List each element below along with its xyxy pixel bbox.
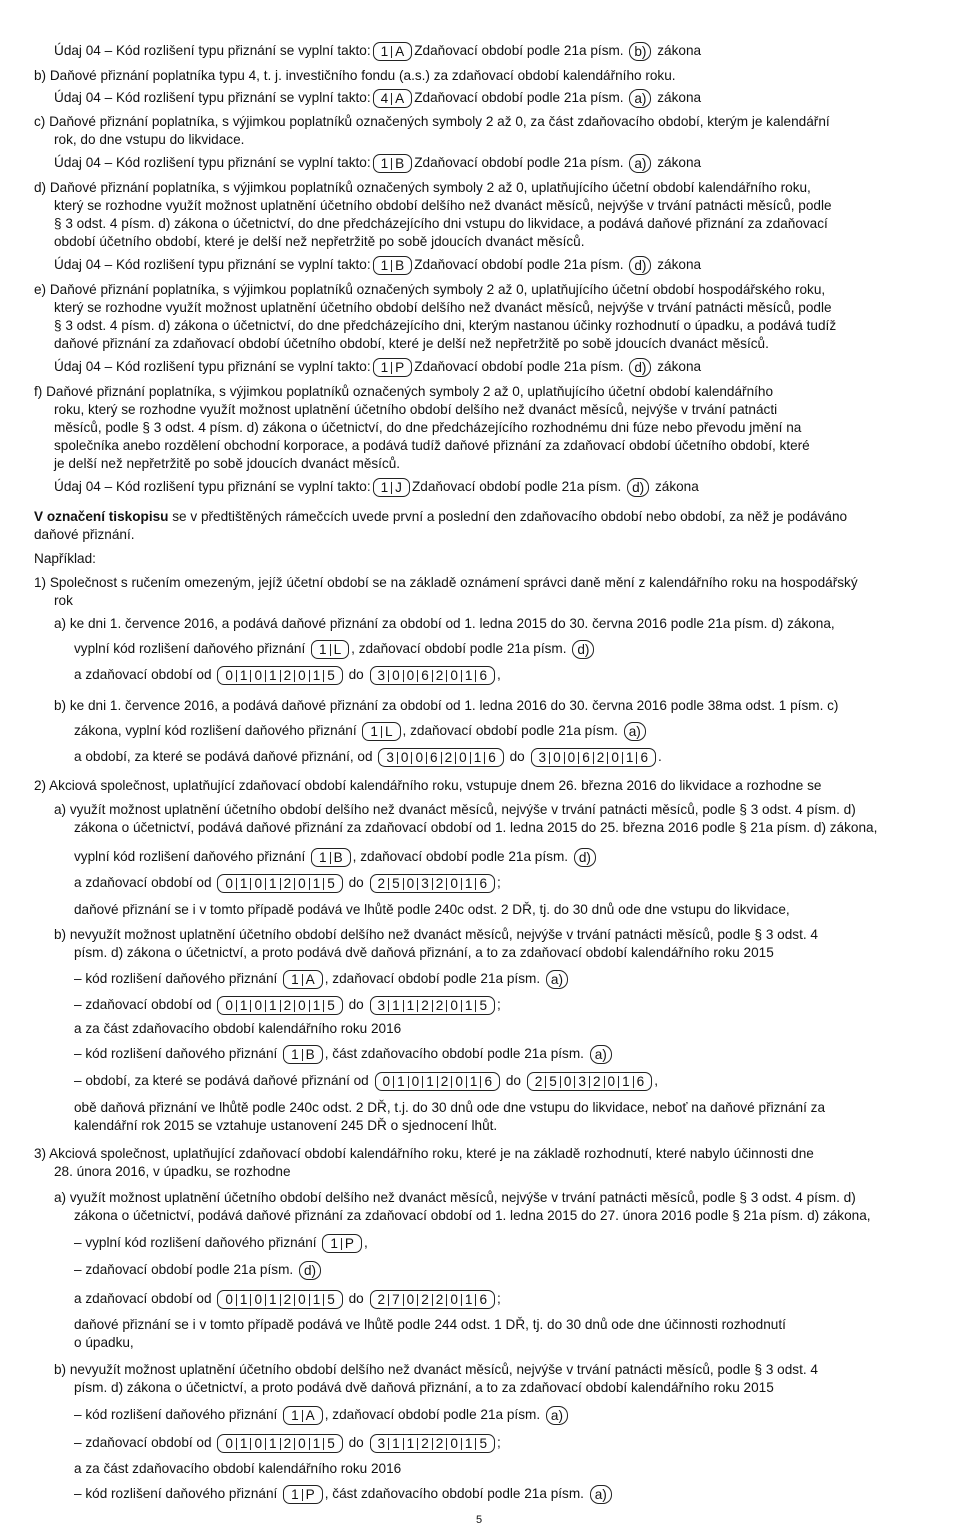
- date-line: a zdaňovací období od 0 1 0 1 2 0 1 5 do 3 0 0 6 2 0 1 6 ,: [74, 667, 501, 683]
- oznaceni-para: V označení tiskopisu se v předtištěných rámečcích uvede první a poslední den zdaňovacího období nebo období, za něž je podáváno: [34, 509, 848, 524]
- box-cell: P: [305, 1487, 315, 1502]
- item-e-cont: § 3 odst. 4 písm. d) zákona o účetnictví, do dne předcházejícího dni, kterým nastanou účinky rozhodnutí o úpadku, a podává tudíž: [54, 318, 837, 333]
- box-cell: 1: [462, 1000, 477, 1012]
- box-cell: 2: [433, 670, 448, 682]
- box-cell: 3: [536, 752, 551, 764]
- date-line: a zdaňovací období od 0 1 0 1 2 0 1 5 do 2 7 0 2 2 0 1 6 ;: [74, 1291, 501, 1307]
- code-line: – kód rozlišení daňového přiznání 1 A , zdaňovací období podle 21a písm. a): [74, 970, 570, 989]
- item-f: f) Daňové přiznání poplatníka, s výjimkou poplatníků označených symboly 2 až 0, uplatňujícího účetní období kalendářního: [34, 384, 774, 399]
- example-1: 1) Společnost s ručením omezeným, jejíž účetní období se na základě oznámení správci daně mění z kalendářního roku na hospodářský: [34, 575, 858, 590]
- code-box: [373, 478, 410, 497]
- box-cell: 1: [423, 1076, 438, 1088]
- paragraph-letter: a): [590, 1485, 612, 1504]
- item-f-cont: je delší než nepřetržitě po sobě jdoucích dvanáct měsíců.: [54, 456, 401, 471]
- example-1a: a) ke dni 1. července 2016, a podává daňové přiznání za období od 1. ledna 2015 do 30. června 2016 podle 21a písm. d) zákona,: [54, 616, 835, 631]
- item-d-cont: § 3 odst. 4 písm. d) zákona o účetnictví, do dne předcházejícího dni vstupu do likvidace, a podává daňové přiznání za zdaňovací: [54, 216, 828, 231]
- box-cell: 5: [327, 668, 335, 683]
- box-cell: 0: [452, 1076, 467, 1088]
- paragraph-letter: d): [299, 1261, 321, 1280]
- code-line: zákona, vyplní kód rozlišení daňového přiznání 1 L , zdaňovací období podle 21a písm. a): [74, 722, 648, 741]
- box-cell: 5: [479, 1436, 488, 1451]
- box-cell: 1: [367, 726, 382, 738]
- paragraph-letter: d): [627, 478, 649, 497]
- box-cell: 6: [418, 670, 433, 682]
- box-cell: 5: [327, 1292, 335, 1307]
- box-cell: 0: [222, 1000, 237, 1012]
- box-cell: 6: [636, 1074, 645, 1089]
- box-cell: 5: [479, 998, 488, 1013]
- code-line: – kód rozlišení daňového přiznání 1 P , část zdaňovacího období podle 21a písm. a): [74, 1485, 614, 1504]
- item-f-cont: měsíců, podle § 3 odst. 4 písm. d) zákona o účetnictví, do dne předcházejícího rozhodnému dni fúze nebo převodu jmění na: [54, 420, 802, 435]
- box-cell: 1: [266, 1438, 281, 1450]
- box-cell: 0: [295, 1294, 310, 1306]
- udaj-line: Údaj 04 – Kód rozlišení typu přiznání se vyplní takto: 1 J Zdaňovací období podle 21a písm. d) zákona: [54, 479, 699, 495]
- box-cell: 1: [237, 1438, 252, 1450]
- paragraph-letter: d): [574, 848, 596, 867]
- box-cell: 0: [222, 1438, 237, 1450]
- example-2b: b) nevyužít možnost uplatnění účetního období delšího než dvanáct měsíců, nejvýše v trvání patnácti měsíců, podle § 3 odst. 4: [54, 927, 818, 942]
- box-cell: 1: [237, 670, 252, 682]
- box-cell: 3: [375, 1000, 390, 1012]
- box-cell: 1: [266, 1294, 281, 1306]
- box-cell: 0: [295, 878, 310, 890]
- box-cell: P: [395, 360, 405, 375]
- example-3b-part: a za část zdaňovacího období kalendářního roku 2016: [74, 1461, 402, 1476]
- box-cell: 2: [433, 1438, 448, 1450]
- code-line: – kód rozlišení daňového přiznání 1 B , část zdaňovacího období podle 21a písm. a): [74, 1045, 614, 1064]
- box-cell: 0: [380, 1076, 395, 1088]
- example-2b-cont: písm. d) zákona o účetnictví, a proto podává dvě daňová přiznání, a to za zdaňovací období kalendářního roku 2015: [74, 945, 774, 960]
- box-cell: 1: [288, 1489, 303, 1501]
- box-cell: 5: [327, 1436, 335, 1451]
- box-cell: 0: [409, 1076, 424, 1088]
- box-cell: 6: [479, 876, 488, 891]
- date-box: [370, 874, 496, 893]
- example-3: 3) Akciová společnost, uplatňující zdaňovací období kalendářního roku, které je na základě rozhodnutí, které nabylo účinnosti dne: [34, 1146, 814, 1161]
- box-cell: 6: [427, 752, 442, 764]
- box-cell: A: [305, 972, 315, 987]
- box-cell: 1: [389, 1438, 404, 1450]
- paragraph-letter: a): [629, 154, 651, 173]
- udaj-line: Údaj 04 – Kód rozlišení typu přiznání se vyplní takto: 1 A Zdaňovací období podle 21a písm. b) zákona: [54, 43, 702, 59]
- box-cell: 1: [404, 1000, 419, 1012]
- code-box: [373, 89, 413, 108]
- box-cell: 2: [281, 670, 296, 682]
- example-3a-note: o úpadku,: [74, 1335, 134, 1350]
- code-box: [283, 1485, 323, 1504]
- code-box: [311, 640, 349, 659]
- box-cell: 0: [295, 670, 310, 682]
- paragraph-letter: b): [629, 42, 651, 61]
- udaj-line: Údaj 04 – Kód rozlišení typu přiznání se vyplní takto: 1 P Zdaňovací období podle 21a písm. d) zákona: [54, 359, 702, 375]
- box-cell: 1: [310, 670, 325, 682]
- box-cell: 6: [579, 752, 594, 764]
- box-cell: B: [333, 850, 343, 865]
- code-line: – kód rozlišení daňového přiznání 1 A , zdaňovací období podle 21a písm. a): [74, 1406, 570, 1425]
- box-cell: 2: [375, 1294, 390, 1306]
- box-cell: 0: [447, 1438, 462, 1450]
- box-cell: 0: [447, 1294, 462, 1306]
- example-3b-cont: písm. d) zákona o účetnictví, a proto podává dvě daňová přiznání, a to za zdaňovací období kalendářního roku 2015: [74, 1380, 774, 1395]
- box-cell: 1: [288, 1410, 303, 1422]
- box-cell: 1: [288, 974, 303, 986]
- box-cell: 1: [378, 482, 393, 494]
- box-cell: 6: [479, 668, 488, 683]
- box-cell: 6: [479, 1292, 488, 1307]
- box-cell: A: [395, 91, 405, 106]
- item-f-cont: roku, který se rozhodne využít možnost uplatnění účetního období delšího než dvanáct měsíců, nejvýše v trvání patnácti: [54, 402, 778, 417]
- box-cell: 1: [310, 1294, 325, 1306]
- paragraph-letter: d): [629, 256, 651, 275]
- box-cell: 0: [295, 1438, 310, 1450]
- box-cell: 3: [418, 878, 433, 890]
- example-2b-note: kalendářní rok 2015 se vztahuje ustanovení 245 DŘ o sjednocení lhůt.: [74, 1118, 498, 1133]
- box-cell: 1: [378, 46, 393, 58]
- date-box: [217, 1434, 343, 1453]
- date-box: [370, 1434, 496, 1453]
- item-b: b) Daňové přiznání poplatníka typu 4, t. j. investičního fondu (a.s.) za zdaňovací období kalendářního roku.: [34, 68, 676, 83]
- example-3a-note: daňové přiznání se i v tomto případě podává ve lhůtě podle 244 odst. 1 DŘ, tj. do 30 dnů ode dne účinnosti rozhodnutí: [74, 1317, 786, 1332]
- date-box: [527, 1072, 653, 1091]
- box-cell: 0: [251, 1438, 266, 1450]
- box-cell: 5: [546, 1076, 561, 1088]
- paragraph-letter: a): [546, 1406, 568, 1425]
- page-number: 5: [476, 1514, 483, 1526]
- code-line: – vyplní kód rozlišení daňového přiznání 1 P ,: [74, 1235, 368, 1251]
- box-cell: 2: [594, 752, 609, 764]
- box-cell: 2: [438, 1076, 453, 1088]
- box-cell: 1: [471, 752, 486, 764]
- box-cell: 4: [378, 93, 393, 105]
- box-cell: B: [305, 1047, 315, 1062]
- example-2b-note: obě daňová přiznání ve lhůtě podle 240c odst. 2 DŘ, t.j. do 30 dnů ode dne vstupu do likvidace, neboť na daňové přiznání za: [74, 1100, 826, 1115]
- box-cell: 6: [484, 1074, 493, 1089]
- code-box: [362, 722, 400, 741]
- box-cell: 5: [327, 998, 335, 1013]
- example-1b: b) ke dni 1. července 2016, a podává daňové přiznání za období od 1. ledna 2016 do 30. června 2016 podle 38ma odst. 1 písm. c): [54, 698, 839, 713]
- box-cell: 1: [462, 1438, 477, 1450]
- box-cell: 1: [378, 362, 393, 374]
- box-cell: 1: [237, 1000, 252, 1012]
- udaj-line: Údaj 04 – Kód rozlišení typu přiznání se vyplní takto: 1 B Zdaňovací období podle 21a písm. d) zákona: [54, 257, 702, 273]
- paragraph-letter: d): [572, 640, 594, 659]
- box-cell: 1: [467, 1076, 482, 1088]
- example-1-cont: rok: [54, 593, 73, 608]
- example-2: 2) Akciová společnost, uplatňující zdaňovací období kalendářního roku, vstupuje dnem 26. března 2016 do likvidace a rozhodne se: [34, 778, 822, 793]
- box-cell: 6: [488, 750, 496, 765]
- code-box: [283, 970, 323, 989]
- example-3-cont: 28. února 2016, v úpadku, se rozhodne: [54, 1164, 291, 1179]
- code-line: vyplní kód rozlišení daňového přiznání 1 B , zdaňovací období podle 21a písm. d): [74, 848, 598, 867]
- date-box: [370, 1290, 496, 1309]
- box-cell: 1: [619, 1076, 634, 1088]
- date-line: – zdaňovací období od 0 1 0 1 2 0 1 5 do 3 1 1 2 2 0 1 5 ;: [74, 997, 501, 1013]
- box-cell: 2: [590, 1076, 605, 1088]
- box-cell: 0: [561, 1076, 576, 1088]
- code-box: [373, 256, 413, 275]
- code-box: [311, 848, 351, 867]
- box-cell: B: [395, 258, 405, 273]
- box-cell: 0: [398, 752, 413, 764]
- example-2b-part: a za část zdaňovacího období kalendářního roku 2016: [74, 1021, 402, 1036]
- box-cell: 0: [605, 1076, 620, 1088]
- box-cell: 0: [412, 752, 427, 764]
- date-box: [217, 666, 343, 685]
- box-cell: 0: [251, 1294, 266, 1306]
- date-box: [375, 1072, 501, 1091]
- code-line: – zdaňovací období podle 21a písm. d): [74, 1261, 323, 1280]
- code-box: [373, 154, 413, 173]
- box-cell: 5: [327, 876, 335, 891]
- box-cell: L: [384, 724, 393, 739]
- box-cell: 0: [404, 1294, 419, 1306]
- box-cell: 3: [375, 670, 390, 682]
- box-cell: 1: [237, 878, 252, 890]
- box-cell: 1: [316, 852, 331, 864]
- box-cell: 1: [310, 878, 325, 890]
- date-box: [217, 1290, 343, 1309]
- example-2a: a) využít možnost uplatnění účetního období delšího než dvanáct měsíců, nejvýše v trvání patnácti měsíců, podle § 3 odst. 4 písm. d): [54, 802, 856, 817]
- code-box: [283, 1406, 323, 1425]
- box-cell: 1: [389, 1000, 404, 1012]
- box-cell: 1: [266, 878, 281, 890]
- box-cell: 1: [310, 1438, 325, 1450]
- box-cell: 0: [565, 752, 580, 764]
- box-cell: 3: [383, 752, 398, 764]
- box-cell: 5: [389, 878, 404, 890]
- paragraph-letter: a): [629, 89, 651, 108]
- box-cell: 0: [222, 1294, 237, 1306]
- box-cell: 7: [389, 1294, 404, 1306]
- box-cell: 0: [222, 670, 237, 682]
- box-cell: 2: [281, 878, 296, 890]
- box-cell: 1: [266, 1000, 281, 1012]
- box-cell: 3: [375, 1438, 390, 1450]
- box-cell: 0: [251, 878, 266, 890]
- oznaceni-para-cont: daňové přiznání.: [34, 527, 135, 542]
- item-d-cont: který se rozhodne využít možnost uplatnění účetního období delšího než dvanáct měsíců, nejvýše v trvání patnácti měsíců, podle: [54, 198, 832, 213]
- box-cell: 2: [375, 878, 390, 890]
- code-box: [283, 1045, 323, 1064]
- date-box: [378, 748, 504, 767]
- box-cell: 2: [442, 752, 457, 764]
- box-cell: 0: [404, 878, 419, 890]
- example-3a: a) využít možnost uplatnění účetního období delšího než dvanáct měsíců, nejvýše v trvání patnácti měsíců, podle § 3 odst. 4 písm. d): [54, 1190, 856, 1205]
- box-cell: 1: [462, 1294, 477, 1306]
- date-line: – období, za které se podává daňové přiznání od 0 1 0 1 2 0 1 6 do 2 5 0 3 2 0 1 6 ,: [74, 1073, 658, 1089]
- paragraph-letter: d): [629, 358, 651, 377]
- date-box: [217, 874, 343, 893]
- box-cell: J: [395, 480, 402, 495]
- example-3b: b) nevyužít možnost uplatnění účetního období delšího než dvanáct měsíců, nejvýše v trvání patnácti měsíců, podle § 3 odst. 4: [54, 1362, 818, 1377]
- box-cell: 2: [281, 1438, 296, 1450]
- box-cell: 2: [433, 1000, 448, 1012]
- item-e: e) Daňové přiznání poplatníka, s výjimkou poplatníků označených symboly 2 až 0, uplatňujícího účetní období hospodářského roku,: [34, 282, 826, 297]
- box-cell: 0: [389, 670, 404, 682]
- example-heading: Například:: [34, 551, 96, 566]
- box-cell: 6: [640, 750, 648, 765]
- box-cell: L: [333, 642, 342, 657]
- item-d-cont: období účetního období, které je delší než nepřetržitě po sobě jdoucích dvanáct měsíců.: [54, 234, 585, 249]
- box-cell: 1: [316, 644, 331, 656]
- box-cell: 1: [462, 670, 477, 682]
- udaj-line: Údaj 04 – Kód rozlišení typu přiznání se vyplní takto: 1 B Zdaňovací období podle 21a písm. a) zákona: [54, 155, 702, 171]
- box-cell: 1: [462, 878, 477, 890]
- box-cell: 0: [447, 1000, 462, 1012]
- box-cell: 0: [404, 670, 419, 682]
- box-cell: 1: [288, 1049, 303, 1061]
- box-cell: 1: [327, 1238, 342, 1250]
- box-cell: 2: [418, 1294, 433, 1306]
- date-box: [531, 748, 657, 767]
- box-cell: 0: [222, 878, 237, 890]
- box-cell: P: [344, 1236, 354, 1251]
- item-d: d) Daňové přiznání poplatníka, s výjimkou poplatníků označených symboly 2 až 0, uplatňujícího účetní období kalendářního roku,: [34, 180, 811, 195]
- code-box: [373, 42, 413, 61]
- box-cell: 0: [251, 1000, 266, 1012]
- box-cell: 2: [433, 878, 448, 890]
- box-cell: 2: [281, 1000, 296, 1012]
- item-f-cont: společníka anebo rozdělení obchodní korporace, a podává tudíž daňové přiznání za zdaňovací období účetního období, které: [54, 438, 810, 453]
- box-cell: 0: [447, 670, 462, 682]
- example-2a-cont: zákona o účetnictví, podává daňové přiznání za zdaňovací období od 1. ledna 2015 do 25. března 2016 podle § 21a písm. d) zákona,: [74, 820, 878, 835]
- code-box: [322, 1234, 362, 1253]
- box-cell: 2: [433, 1294, 448, 1306]
- box-cell: 1: [237, 1294, 252, 1306]
- box-cell: 1: [266, 670, 281, 682]
- date-box: [217, 996, 343, 1015]
- box-cell: 1: [623, 752, 638, 764]
- box-cell: 0: [447, 878, 462, 890]
- example-2a-note: daňové přiznání se i v tomto případě podává ve lhůtě podle 240c odst. 2 DŘ, tj. do 30 dnů ode dne vstupu do likvidace,: [74, 902, 790, 917]
- item-e-cont: který se rozhodne využít možnost uplatnění účetního období delšího než dvanáct měsíců, nejvýše v trvání patnácti měsíců, podle: [54, 300, 832, 315]
- code-box: [373, 358, 413, 377]
- box-cell: 3: [575, 1076, 590, 1088]
- paragraph-letter: a): [546, 970, 568, 989]
- paragraph-letter: a): [624, 722, 646, 741]
- box-cell: 1: [378, 158, 393, 170]
- box-cell: 0: [251, 670, 266, 682]
- box-cell: 2: [418, 1438, 433, 1450]
- box-cell: 2: [281, 1294, 296, 1306]
- box-cell: 1: [378, 260, 393, 272]
- date-box: [370, 996, 496, 1015]
- box-cell: 2: [532, 1076, 547, 1088]
- date-line: a zdaňovací období od 0 1 0 1 2 0 1 5 do 2 5 0 3 2 0 1 6 ;: [74, 875, 501, 891]
- box-cell: 2: [418, 1000, 433, 1012]
- box-cell: A: [305, 1408, 315, 1423]
- date-line: a období, za které se podává daňové přiznání, od 3 0 0 6 2 0 1 6 do 3 0 0 6 2 0 1 6 .: [74, 749, 662, 765]
- box-cell: 0: [608, 752, 623, 764]
- box-cell: 1: [404, 1438, 419, 1450]
- item-c-cont: rok, do dne vstupu do likvidace.: [54, 132, 245, 147]
- box-cell: 0: [550, 752, 565, 764]
- box-cell: B: [395, 156, 405, 171]
- udaj-line: Údaj 04 – Kód rozlišení typu přiznání se vyplní takto: 4 A Zdaňovací období podle 21a písm. a) zákona: [54, 90, 702, 106]
- item-e-cont: daňové přiznání za zdaňovací období účetního období, které je delší než nepřetržitě po sobě jdoucích dvanáct měsíců.: [54, 336, 769, 351]
- date-line: – zdaňovací období od 0 1 0 1 2 0 1 5 do 3 1 1 2 2 0 1 5 ;: [74, 1435, 501, 1451]
- item-c: c) Daňové přiznání poplatníka, s výjimkou poplatníků označených symboly 2 až 0, za část zdaňovacího období, kterým je kalendářní: [34, 114, 830, 129]
- box-cell: 0: [456, 752, 471, 764]
- box-cell: 1: [394, 1076, 409, 1088]
- paragraph-letter: a): [590, 1045, 612, 1064]
- code-line: vyplní kód rozlišení daňového přiznání 1 L , zdaňovací období podle 21a písm. d): [74, 640, 596, 659]
- date-box: [370, 666, 496, 685]
- box-cell: 1: [310, 1000, 325, 1012]
- box-cell: A: [395, 44, 405, 59]
- box-cell: 0: [295, 1000, 310, 1012]
- example-3a-cont: zákona o účetnictví, podává daňové přiznání za zdaňovací období od 1. ledna 2015 do 27. února 2016 podle § 21a písm. d) zákona,: [74, 1208, 871, 1223]
